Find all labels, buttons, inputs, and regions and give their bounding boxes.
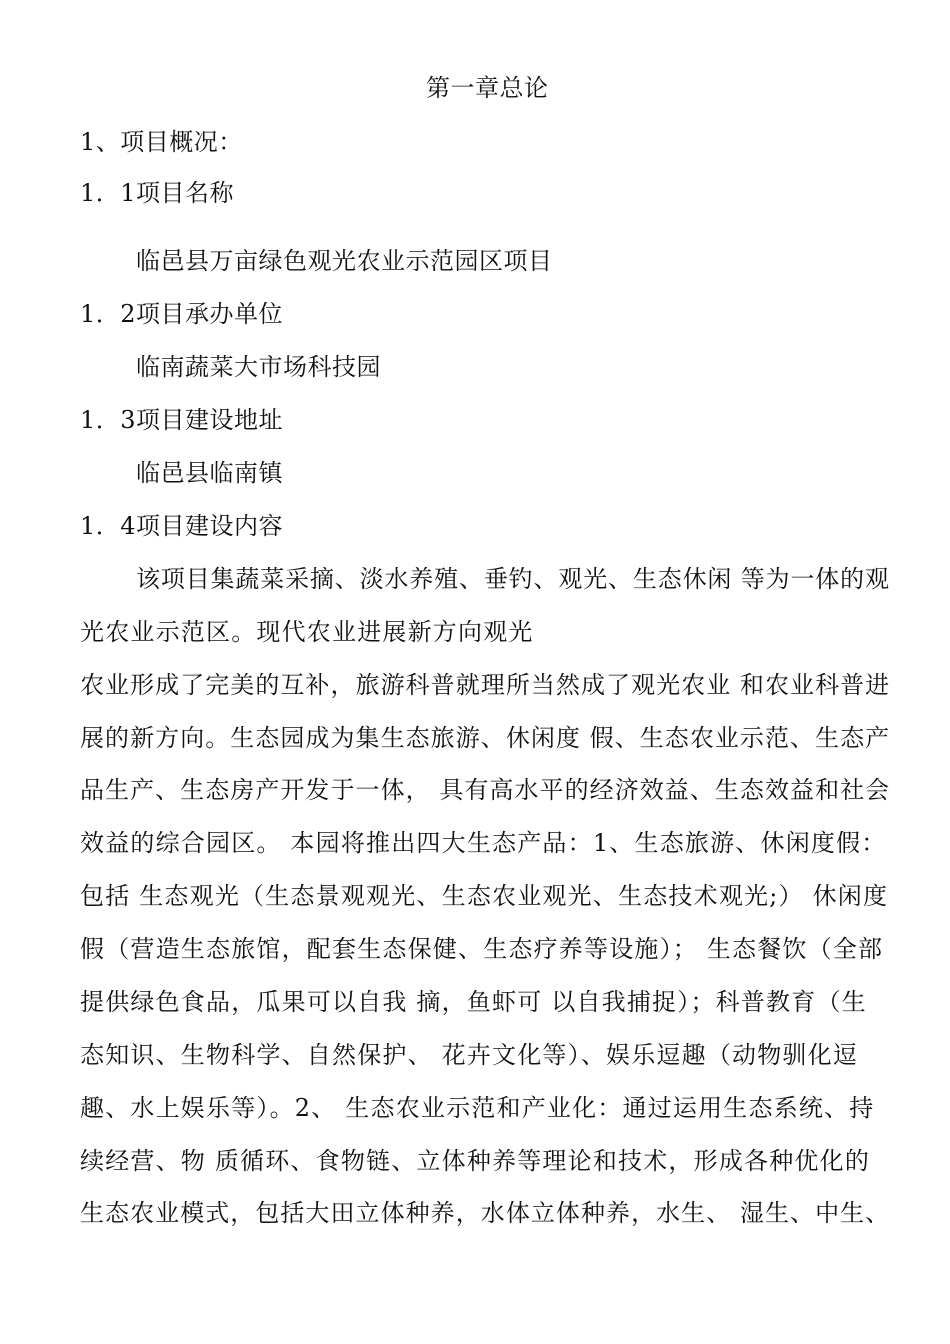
body-line: 品生产、生态房产开发于一体， 具有高水平的经济效益、生态效益和社会 [80,776,891,804]
body-line: 效益的综合园区。 本园将推出四大生态产品：1、生态旅游、休闲度假： [80,829,887,857]
body-line: 农业形成了完美的互补，旅游科普就理所当然成了观光农业 和农业科普进 [80,671,891,699]
project-name: 临邑县万亩绿色观光农业示范园区项目 [136,247,553,275]
overview-heading: 1、项目概况： [80,128,243,156]
body-line: 态知识、生物科学、自然保护、 花卉文化等）、娱乐逗趣（动物驯化逗 [80,1041,859,1069]
section-1-1-heading: 1．1项目名称 [80,179,235,207]
project-address: 临邑县临南镇 [136,459,283,487]
chapter-title: 第一章总论 [426,74,549,102]
body-line: 生态农业模式，包括大田立体种养，水体立体种养，水生、 湿生、中生、 [80,1199,891,1227]
undertaking-unit: 临南蔬菜大市场科技园 [136,353,381,381]
body-line: 提供绿色食品，瓜果可以自我 摘，鱼虾可 以自我捕捉）；科普教育（生 [80,988,867,1016]
body-line: 趣、水上娱乐等）。2、 生态农业示范和产业化：通过运用生态系统、持 [80,1094,875,1122]
body-line: 该项目集蔬菜采摘、淡水养殖、垂钓、观光、生态休闲 等为一体的观 [136,565,890,593]
body-line: 续经营、物 质循环、食物链、立体种养等理论和技术，形成各种优化的 [80,1147,871,1175]
section-1-3-heading: 1．3项目建设地址 [80,406,284,434]
section-1-2-heading: 1．2项目承办单位 [80,300,284,328]
body-line: 展的新方向。生态园成为集生态旅游、休闲度 假、生态农业示范、生态产 [80,724,891,752]
body-line: 假（营造生态旅馆，配套生态保健、生态疗养等设施）； 生态餐饮（全部 [80,935,884,963]
body-line: 光农业示范区。现代农业进展新方向观光 [80,618,534,646]
section-1-4-heading: 1．4项目建设内容 [80,512,284,540]
body-line: 包括 生态观光（生态景观观光、生态农业观光、生态技术观光;） 休闲度 [80,882,889,910]
